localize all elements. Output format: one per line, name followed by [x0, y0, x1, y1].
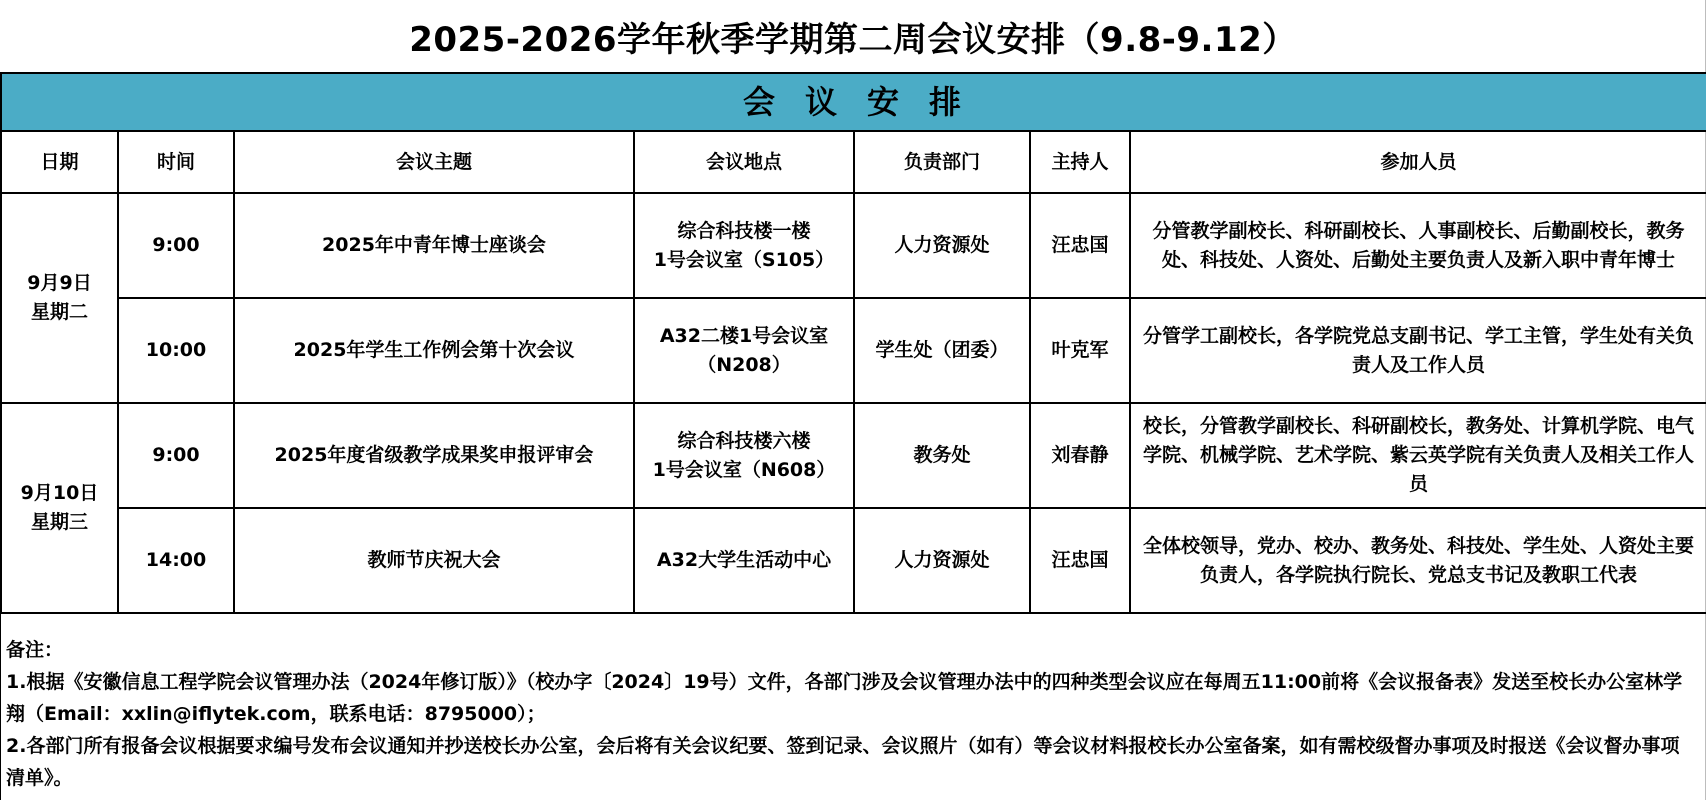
attendees-cell: 校长，分管教学副校长、科研副校长，教务处、计算机学院、电气学院、机械学院、艺术学院、紫云英学院有关负责人及相关工作人员 [1130, 403, 1706, 508]
location-cell [634, 193, 854, 298]
attendees-cell: 分管学工副校长，各学院党总支副书记、学工主管，学生处有关负责人及工作人员 [1130, 298, 1706, 403]
header-location: 会议地点 [634, 131, 854, 193]
host-cell: 叶克军 [1030, 298, 1130, 403]
topic-cell: 2025年中青年博士座谈会 [234, 193, 634, 298]
location-line: A32大学生活动中心 [656, 549, 832, 571]
banner-heading: 会议安排 [1, 73, 1706, 131]
location-cell [634, 298, 854, 403]
page-title: 2025-2026学年秋季学期第二周会议安排（9.8-9.12） [409, 19, 1297, 60]
department-cell: 人力资源处 [854, 193, 1030, 298]
attendees-cell: 全体校领导，党办、校办、教务处、科技处、学生处、人资处主要负责人，各学院执行院长、党总支书记及教职工代表 [1130, 508, 1706, 613]
header-time: 时间 [118, 131, 234, 193]
date-label: 9月10日 [20, 482, 99, 504]
time-cell: 10:00 [118, 298, 234, 403]
banner-row [1, 73, 1706, 131]
department-cell: 教务处 [854, 403, 1030, 508]
location-line: 综合科技楼六楼 [677, 429, 811, 452]
location-line: 1号会议室（N608） [652, 458, 836, 481]
header-date: 日期 [1, 131, 118, 193]
location-line: 综合科技楼一楼 [677, 219, 811, 242]
weekday-label: 星期三 [30, 511, 88, 533]
department-cell: 学生处（团委） [854, 298, 1030, 403]
attendees-cell: 分管教学副校长、科研副校长、人事副校长、后勤副校长，教务处、科技处、人资处、后勤处主要负责人及新入职中青年博士 [1130, 193, 1706, 298]
date-cell [1, 193, 118, 403]
location-line: A32二楼1号会议室 [659, 324, 829, 347]
header-row [1, 131, 1706, 193]
note-item: 1.根据《安徽信息工程学院会议管理办法（2024年修订版）》（校办字〔2024〕19号）文件，各部门涉及会议管理办法中的四种类型会议应在每周五11:00前将《会议报备表》发送至校长办公室林学翔（Email：xxlin@iflytek.com，联系电话：8795000）； [6, 671, 1683, 725]
host-cell: 汪忠国 [1030, 193, 1130, 298]
table-row [1, 403, 1706, 508]
host-cell: 汪忠国 [1030, 508, 1130, 613]
topic-cell: 教师节庆祝大会 [234, 508, 634, 613]
date-label: 9月9日 [27, 272, 92, 294]
location-cell [634, 508, 854, 613]
weekday-label: 星期二 [30, 301, 88, 323]
header-attendees: 参加人员 [1130, 131, 1706, 193]
table-row [1, 508, 1706, 613]
notes-section [0, 614, 1706, 800]
header-department: 负责部门 [854, 131, 1030, 193]
location-line: （N208） [697, 353, 791, 376]
department-cell: 人力资源处 [854, 508, 1030, 613]
table-row [1, 193, 1706, 298]
time-cell: 14:00 [118, 508, 234, 613]
table-row [1, 298, 1706, 403]
notes-label: 备注： [6, 639, 64, 661]
topic-cell: 2025年学生工作例会第十次会议 [234, 298, 634, 403]
date-cell [1, 403, 118, 613]
topic-cell: 2025年度省级教学成果奖申报评审会 [234, 403, 634, 508]
time-cell: 9:00 [118, 403, 234, 508]
note-item: 2.各部门所有报备会议根据要求编号发布会议通知并抄送校长办公室，会后将有关会议纪要、签到记录、会议照片（如有）等会议材料报校长办公室备案，如有需校级督办事项及时报送《会议督办事项清单》。 [6, 735, 1680, 789]
host-cell: 刘春静 [1030, 403, 1130, 508]
location-cell [634, 403, 854, 508]
location-line: 1号会议室（S105） [653, 248, 835, 271]
schedule-table [0, 72, 1706, 614]
header-host: 主持人 [1030, 131, 1130, 193]
header-topic: 会议主题 [234, 131, 634, 193]
time-cell: 9:00 [118, 193, 234, 298]
